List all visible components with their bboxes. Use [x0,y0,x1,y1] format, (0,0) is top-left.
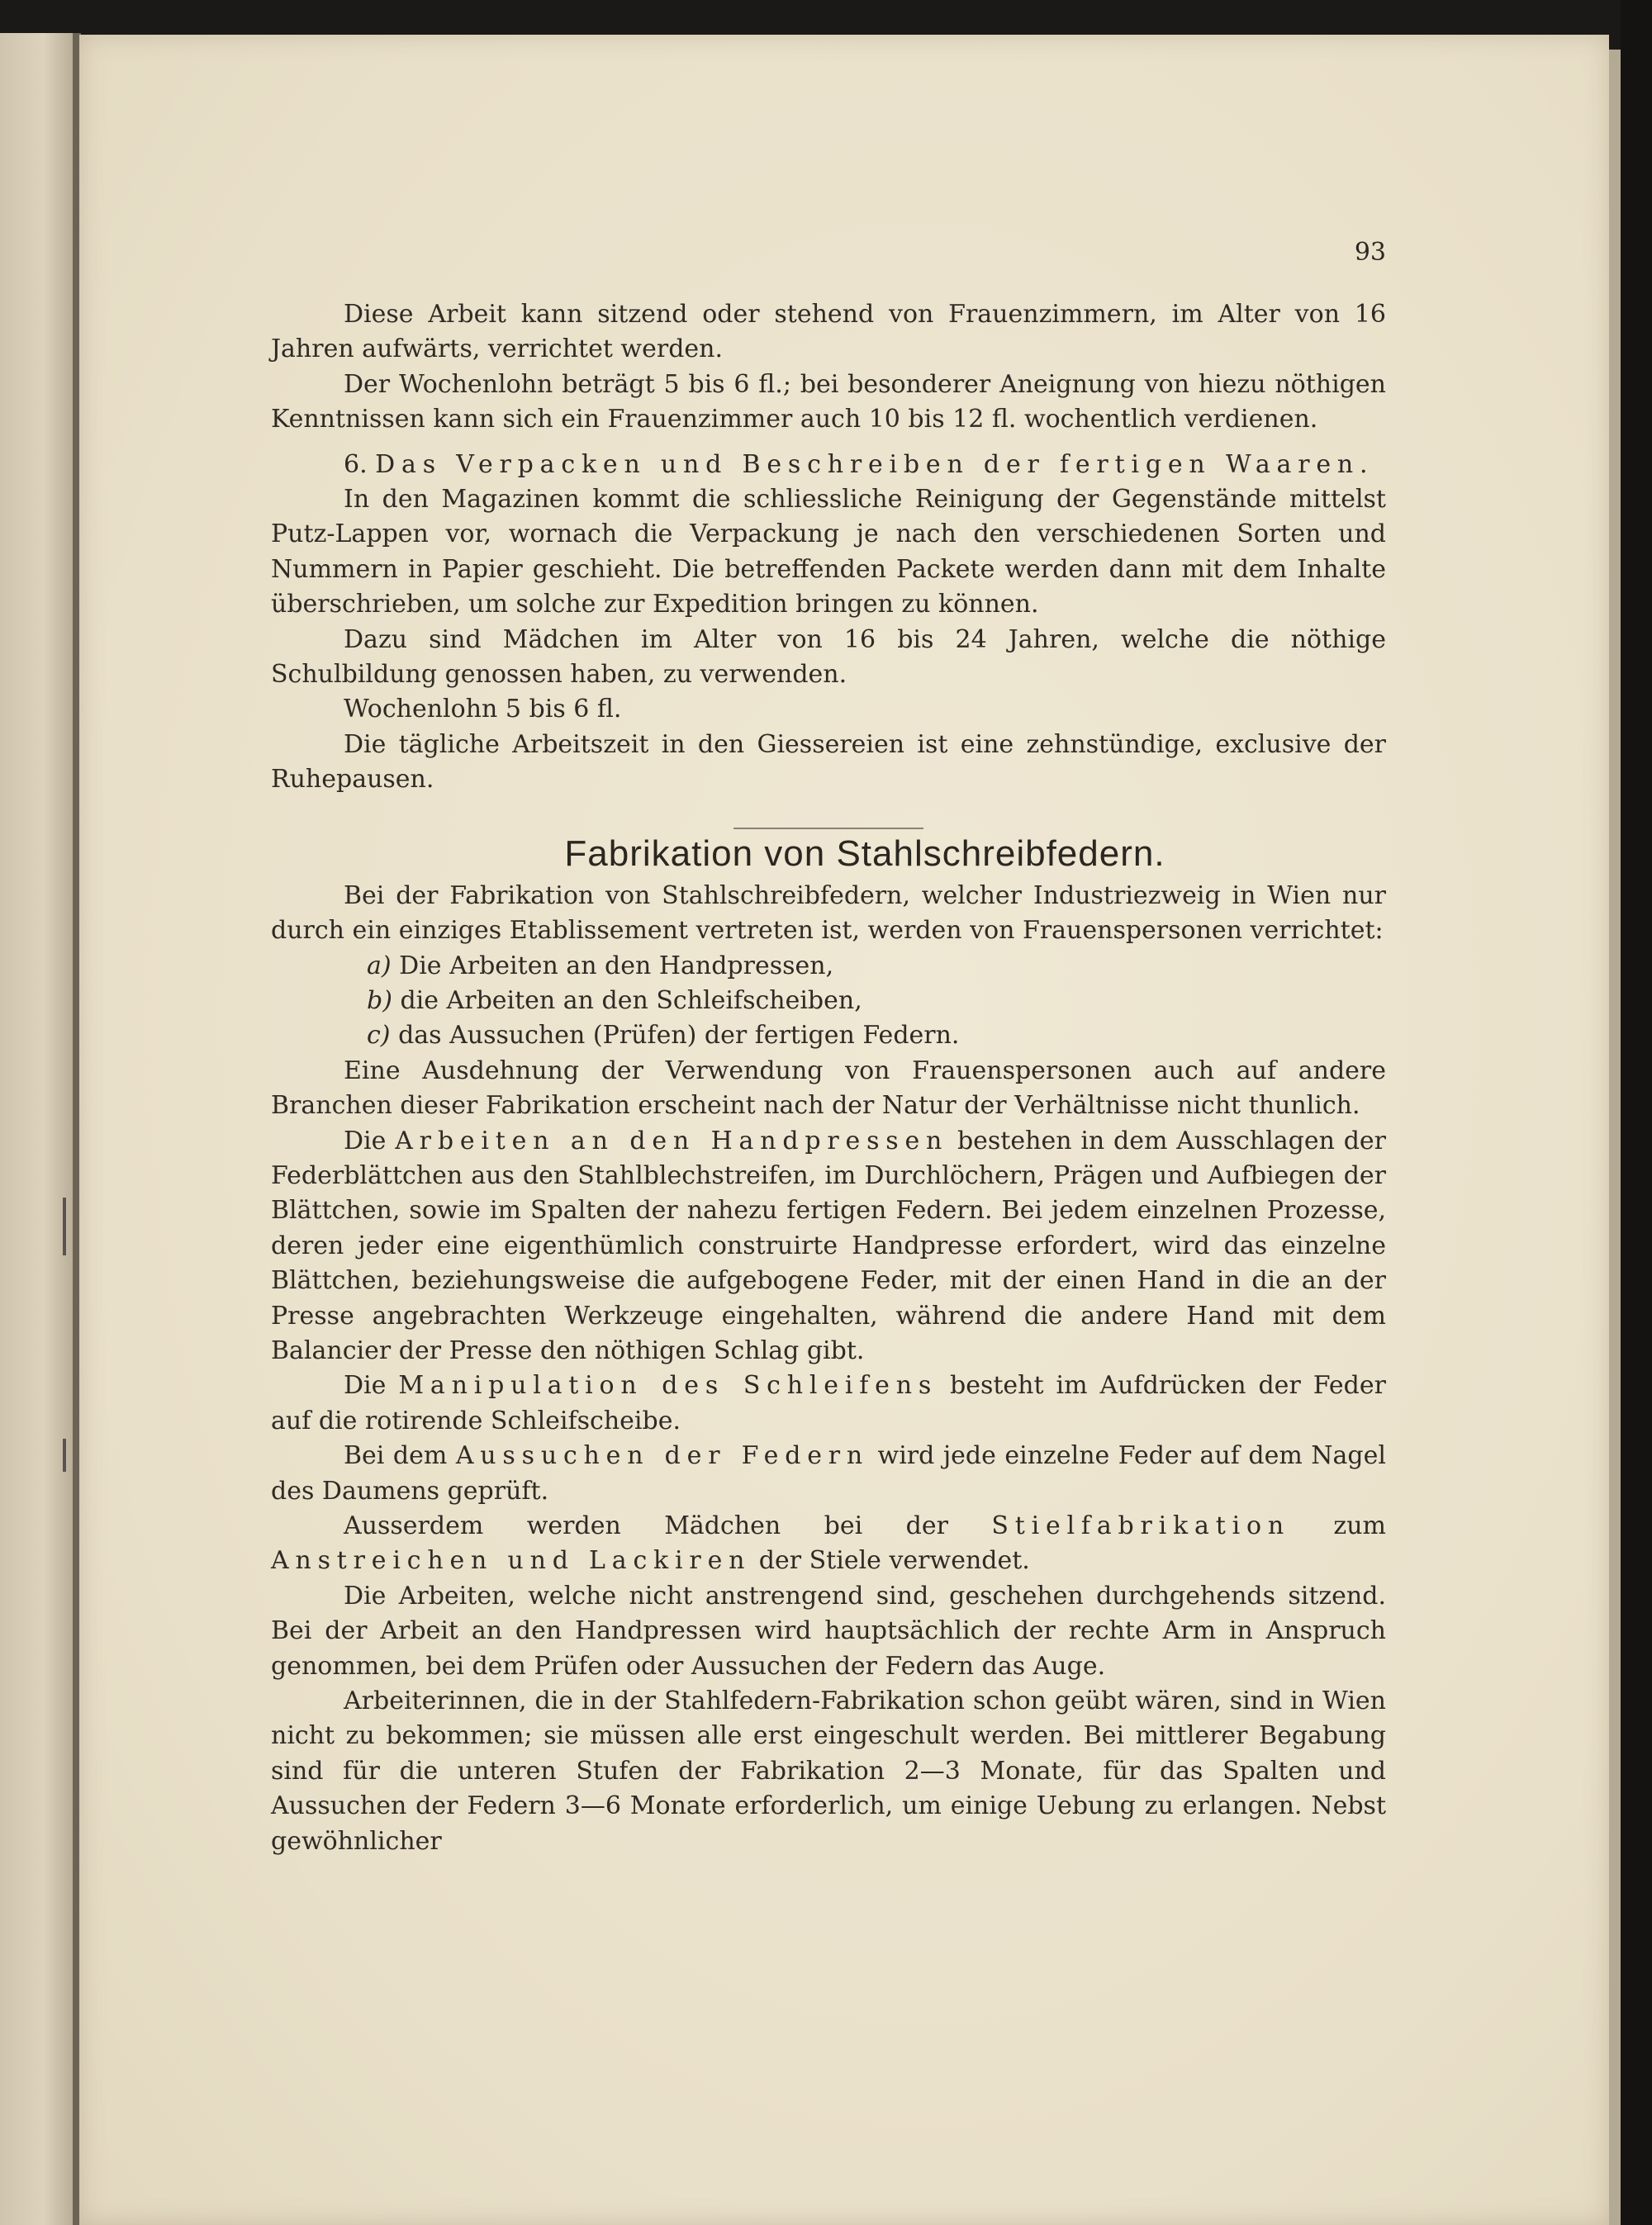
list-text: die Arbeiten an den Schleifscheiben, [400,985,862,1015]
list-letter: a) [367,951,392,980]
page-number: 93 [1354,238,1386,267]
paragraph [271,1439,1386,1509]
section-heading [271,448,1386,482]
margin-mark [63,1198,66,1255]
paragraph: Bei der Fabrikation von Stahlschreibfedern, welcher Industriezweig in Wien nur durch ein einziges Etablissement vertreten ist, werden von Frauenspersonen verrichtet: [271,880,1386,946]
paragraph: Arbeiterinnen, die in der Stahlfedern-Fabrikation schon geübt wären, sind in Wien nicht zu bekommen; sie müssen alle erst eingeschult werden. Bei mittlerer Begabung sind für die unteren Stufen der Fabrikation 2—3 Monate, für das Spalten und Aussuchen der Federn 3—6 Monate erforderlich, um einige Uebung zu erlangen. Nebst gewöhnlicher [271,1687,1386,1856]
paragraph [271,1124,1386,1369]
spaced-term: Anstreichen und Lackiren [271,1546,752,1576]
spaced-term: Aussuchen der Federn [455,1441,870,1471]
list-text: das Aussuchen (Prüfen) der fertigen Federn. [398,1021,960,1051]
list-letter: c) [367,1021,391,1051]
paragraph: Der Wochenlohn beträgt 5 bis 6 fl.; bei besonderer Aneignung von hiezu nöthigen Kenntnissen kann sich ein Frauenzimmer auch 10 bis 12 fl. wochentlich verdienen. [271,369,1386,434]
text-run: Die [344,1371,387,1401]
chapter-heading: Fabrikation von Stahlschreibfedern. [564,833,1165,874]
list-item [271,1018,1386,1053]
text-run: Die [344,1126,387,1155]
text-run: wird jede einzelne Feder auf dem Nagel des Daumens geprüft. [271,1441,1386,1506]
scan-background-right [1621,0,1652,2225]
list-text: Die Arbeiten an den Handpressen, [399,951,834,980]
paragraph: Dazu sind Mädchen im Alter von 16 bis 24 Jahren, welche die nöthige Schulbildung genossen haben, zu verwenden. [271,624,1386,690]
paragraph: Die tägliche Arbeitszeit in den Giessereien ist eine zehnstündige, exclusive der Ruhepausen. [271,729,1386,795]
margin-mark [63,1439,66,1472]
paragraph: Eine Ausdehnung der Verwendung von Frauenspersonen auch auf andere Branchen dieser Fabrikation erscheint nach der Natur der Verhältnisse nicht thunlich. [271,1056,1386,1121]
text-run: der Stiele verwendet. [758,1546,1030,1576]
list-item [271,949,1386,984]
previous-page-edge [0,33,73,2225]
page-text [271,297,1386,1859]
spaced-term: Stielfabrikation [991,1511,1290,1540]
paragraph [271,1369,1386,1439]
paragraph [271,1509,1386,1579]
spaced-term: Arbeiten an den Handpressen [395,1126,949,1155]
paragraph: In den Magazinen kommt die schliessliche Reinigung der Gegenstände mittelst Putz-Lappen vor, wornach die Verpackung je nach den verschiedenen Sorten und Nummern in Papier geschieht. Die betreffenden Packete werden dann mit dem Inhalte überschrieben, um solche zur Expedition bringen zu können. [271,485,1386,619]
text-run: Ausserdem werden Mädchen bei der [344,1511,948,1540]
paragraph: Diese Arbeit kann sitzend oder stehend von Frauenzimmern, im Alter von 16 Jahren aufwärts, verrichtet werden. [271,300,1386,364]
paragraph: Die Arbeiten, welche nicht anstrengend sind, geschehen durchgehends sitzend. Bei der Arbeit an den Handpressen wird hauptsächlich der rechte Arm in Anspruch genommen, bei dem Prüfen oder Aussuchen der Federn das Auge. [271,1581,1386,1681]
section-title: Das Verpacken und Beschreiben der fertigen Waaren. [375,449,1374,479]
text-run: Bei dem [344,1441,448,1471]
text-run: zum [1333,1511,1386,1540]
section-number: 6. [344,449,368,479]
text-run: bestehen in dem Ausschlagen der Federblättchen aus den Stahlblechstreifen, im Durchlöchern, Prägen und Aufbiegen der Blättchen, sowie im Spalten der nahezu fertigen Federn. Bei jedem einzelnen Prozesse, deren jeder eine eigenthümlich construirte Handpresse erfordert, wird das einzelne Blättchen, beziehungsweise die aufgebogene Feder, mit der einen Hand in die an der Presse angebrachten Werkzeuge eingehalten, während die andere Hand mit dem Balancier der Presse den nöthigen Schlag gibt. [271,1126,1386,1365]
page-edge-shadow [1609,50,1621,2225]
text-run: besteht im Aufdrücken der Feder auf die rotirende Schleifscheibe. [271,1371,1386,1435]
spaced-term: Manipulation des Schleifens [398,1371,938,1401]
paragraph: Wochenlohn 5 bis 6 fl. [344,695,622,724]
list-item [271,984,1386,1018]
list-letter: b) [367,985,392,1015]
